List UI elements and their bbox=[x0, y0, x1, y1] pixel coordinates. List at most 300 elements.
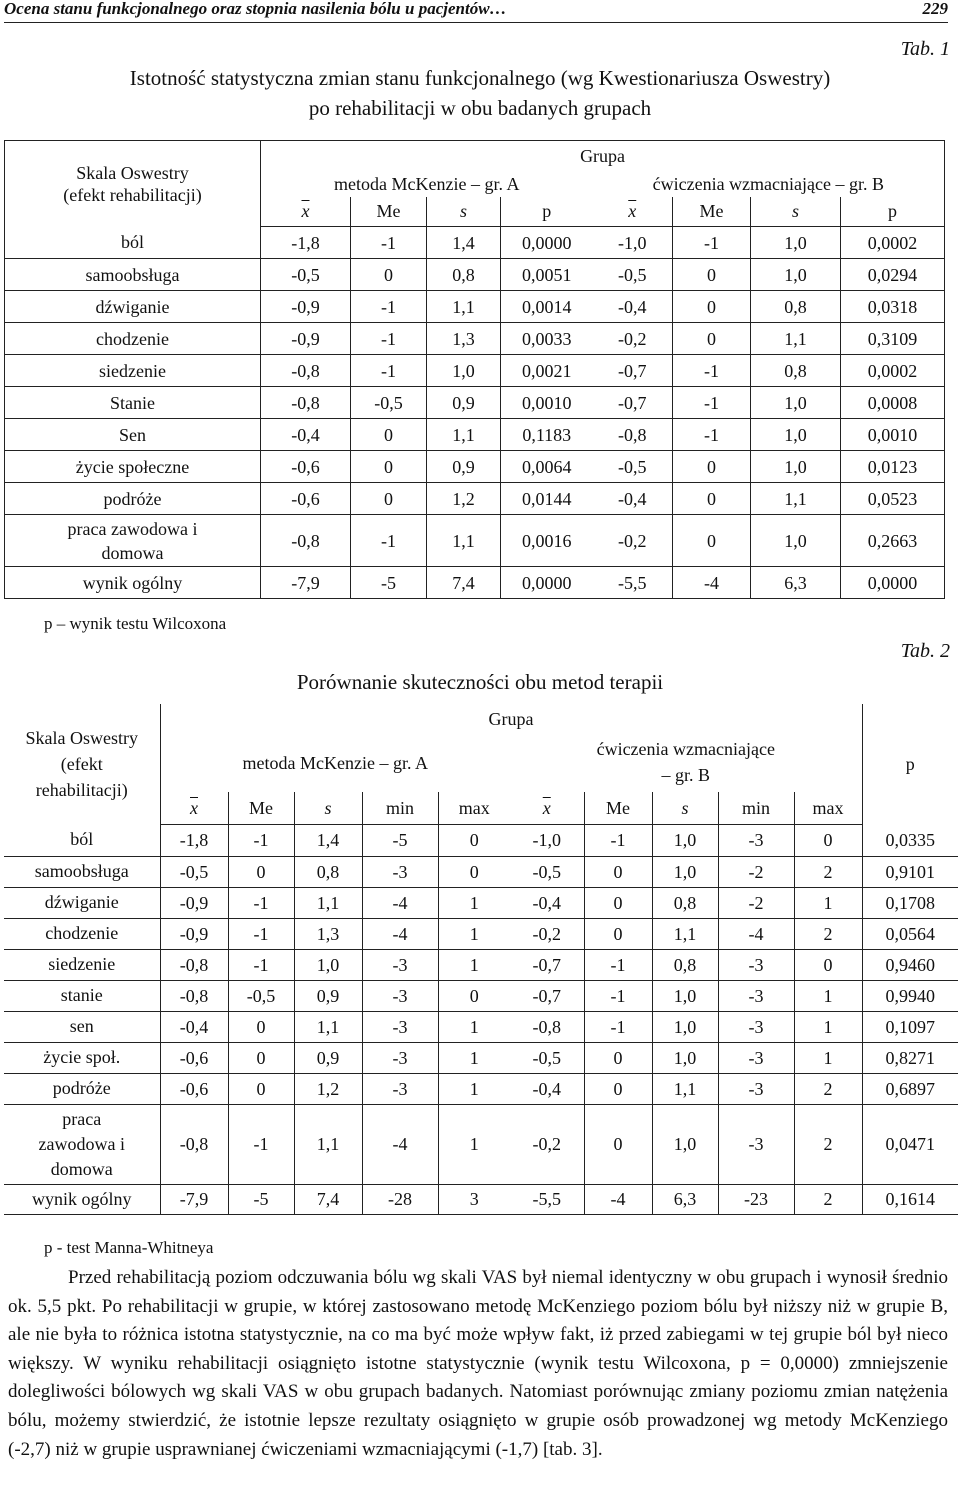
table1-cell: 0,9 bbox=[427, 451, 501, 483]
table2-col-header bbox=[510, 792, 584, 824]
table1-cell: 0,0021 bbox=[501, 355, 593, 387]
table1-row-label: chodzenie bbox=[5, 323, 261, 355]
table2-row-label: praca zawodowa i domowa bbox=[4, 1104, 160, 1184]
table1-cell: 0,0064 bbox=[501, 451, 593, 483]
table2-cell: -28 bbox=[362, 1184, 438, 1214]
table1-col-header bbox=[351, 197, 427, 227]
table2-cell: -0,2 bbox=[510, 918, 584, 949]
table2-cell: -3 bbox=[718, 949, 794, 980]
table2-cell: -3 bbox=[718, 1011, 794, 1042]
table2-row bbox=[4, 856, 958, 887]
table2-cell: 1,0 bbox=[652, 856, 718, 887]
table1-cell: -0,6 bbox=[261, 483, 351, 515]
table2-cell: 0,0564 bbox=[862, 918, 958, 949]
table2-col-header-text: max bbox=[812, 797, 844, 818]
table2-cell: 0 bbox=[438, 824, 510, 856]
table1-cell: -0,4 bbox=[261, 419, 351, 451]
table1-row bbox=[5, 387, 945, 419]
table2-cell: -1 bbox=[584, 949, 652, 980]
table2-cell: -4 bbox=[718, 918, 794, 949]
table1-cell: 1,0 bbox=[751, 515, 841, 567]
table2-cell: -1 bbox=[584, 824, 652, 856]
table2-col-header bbox=[794, 792, 862, 824]
table2-cell: 1 bbox=[794, 1011, 862, 1042]
table1-cell: 1,3 bbox=[427, 323, 501, 355]
table2-cell: -0,6 bbox=[160, 1073, 228, 1104]
table2-cell: 1 bbox=[438, 1011, 510, 1042]
table2-cell: 0 bbox=[584, 1042, 652, 1073]
table1-cell: -0,4 bbox=[593, 291, 673, 323]
table1-cell: 0,0002 bbox=[841, 355, 945, 387]
table2-cell: -1,8 bbox=[160, 824, 228, 856]
table2-cell: 1 bbox=[438, 918, 510, 949]
table2-title: Porównanie skuteczności obu metod terapii bbox=[296, 670, 664, 694]
table1-cell: 0,9 bbox=[427, 387, 501, 419]
table1-cell: -1 bbox=[673, 355, 751, 387]
table2-cell: -7,9 bbox=[160, 1184, 228, 1214]
table2-cell: -1 bbox=[228, 824, 294, 856]
table1-col-header-text: Me bbox=[376, 201, 401, 222]
table2-cell: -0,9 bbox=[160, 887, 228, 918]
table2-col-header-text: min bbox=[741, 797, 770, 818]
table2-col-header bbox=[718, 792, 794, 824]
table1-cell: -1 bbox=[351, 323, 427, 355]
table2-cell: -0,6 bbox=[160, 1042, 228, 1073]
table1-cell: 1,1 bbox=[427, 515, 501, 567]
table1-col-header bbox=[261, 197, 351, 227]
table1-cell: 0 bbox=[673, 515, 751, 567]
table2-cell: 2 bbox=[794, 918, 862, 949]
table1-cell: -0,9 bbox=[261, 323, 351, 355]
table2-col-header-text: Me bbox=[249, 797, 273, 818]
table2-cell: -1,0 bbox=[510, 824, 584, 856]
table2-cell: 1 bbox=[438, 1073, 510, 1104]
table1-cell: 6,3 bbox=[751, 567, 841, 599]
table1-row bbox=[5, 323, 945, 355]
table1-cell: 0,0008 bbox=[841, 387, 945, 419]
table2-cell: 1 bbox=[794, 980, 862, 1011]
table2-cell: -23 bbox=[718, 1184, 794, 1214]
table1-cell: -7,9 bbox=[261, 567, 351, 599]
table2-cell: 1 bbox=[438, 949, 510, 980]
table1-cell: 0,0123 bbox=[841, 451, 945, 483]
table2-col-header bbox=[438, 792, 510, 824]
table2-footnote-text: p - test Manna-Whitneya bbox=[44, 1238, 214, 1257]
table1-col-header-text: s bbox=[791, 201, 799, 222]
table2-cell: 1,0 bbox=[294, 949, 362, 980]
table2-cell: -0,5 bbox=[510, 856, 584, 887]
table2-cell: -4 bbox=[584, 1184, 652, 1214]
table1-cell: 1,1 bbox=[751, 323, 841, 355]
table2-cell: -0,7 bbox=[510, 949, 584, 980]
table1-cell: -0,2 bbox=[593, 323, 673, 355]
table1-cell: 0,0014 bbox=[501, 291, 593, 323]
table1-row-label: dźwiganie bbox=[5, 291, 261, 323]
table1-cell: 0,0144 bbox=[501, 483, 593, 515]
table1-cell: -0,8 bbox=[261, 515, 351, 567]
table2-cell: -3 bbox=[718, 1042, 794, 1073]
table1-col-header bbox=[501, 197, 593, 227]
table2-cell: 0,9101 bbox=[862, 856, 958, 887]
table1 bbox=[4, 140, 945, 599]
table2-cell: 0,9940 bbox=[862, 980, 958, 1011]
table2 bbox=[4, 704, 958, 1215]
table2-cell: -1 bbox=[228, 887, 294, 918]
table1-title-line1: Istotność statystyczna zmian stanu funkcjonalnego (wg Kwestionariusza Oswestry) bbox=[129, 66, 831, 90]
table1-cell: 0,0010 bbox=[841, 419, 945, 451]
table1-cell: -1 bbox=[351, 355, 427, 387]
table1-cell: -0,4 bbox=[593, 483, 673, 515]
table1-col-header-text: s bbox=[459, 201, 467, 222]
table2-cell: -5 bbox=[362, 824, 438, 856]
table1-group-a: metoda McKenzie – gr. A bbox=[261, 171, 593, 197]
table2-cell: 1,1 bbox=[294, 1011, 362, 1042]
table2-col-header-text: min bbox=[385, 797, 414, 818]
running-header bbox=[4, 0, 948, 23]
table2-col-header-text: $\overline{x}$ bbox=[542, 797, 551, 818]
table1-cell: 0,8 bbox=[751, 355, 841, 387]
body-paragraph-text: Przed rehabilitacją poziom odczuwania bólu wg skali VAS był niemal identyczny w obu grupach i wynosił średnio ok. 5,5 pkt. Po rehabilitacji w grupie, w której zastosowano metodę McKenziego poziom bólu był niższy niż w grupie B, ale nie była to różnica istotna statystycznie, na co ma być może wpływ fakt, iż przed zabiegami w tej grupie ból był nieco większy. W wyniku rehabilitacji osiągnięto istotne statystycznie (wynik testu Wilcoxona, p = 0,0000) zmniejszenie dolegliwości bólowych wg skali VAS w obu grupach badanych. Natomiast porównując zmiany poziomu zmian natężenia bólu, możemy stwierdzić, że istotnie lepsze rezultaty osiągnięto w grupie osób prowadzonej wg metody McKenziego (-2,7) niż w grupie usprawnianej ćwiczeniami wzmacniającymi (-1,7) [tab. 3]. bbox=[8, 1267, 948, 1460]
table1-cell: -0,7 bbox=[593, 355, 673, 387]
table2-row bbox=[4, 1011, 958, 1042]
table2-group-a: metoda McKenzie – gr. A bbox=[160, 734, 510, 792]
table2-cell: 0,1097 bbox=[862, 1011, 958, 1042]
table2-row-label: sen bbox=[4, 1011, 160, 1042]
table1-cell: 0,0294 bbox=[841, 259, 945, 291]
table2-cell: -0,5 bbox=[160, 856, 228, 887]
table2-cell: 0,9 bbox=[294, 980, 362, 1011]
table2-row-label: siedzenie bbox=[4, 949, 160, 980]
table1-cell: 0,0000 bbox=[841, 567, 945, 599]
table2-cell: -1 bbox=[584, 1011, 652, 1042]
table1-cell: 0,0523 bbox=[841, 483, 945, 515]
table2-row-label: samoobsługa bbox=[4, 856, 160, 887]
table1-cell: 0,0000 bbox=[501, 567, 593, 599]
table1-row-label: samoobsługa bbox=[5, 259, 261, 291]
table1-col-header bbox=[673, 197, 751, 227]
table2-cell: 0 bbox=[584, 856, 652, 887]
table2-cell: 0,8 bbox=[652, 949, 718, 980]
table1-cell: -0,8 bbox=[261, 355, 351, 387]
table2-cell: 1 bbox=[794, 1042, 862, 1073]
table2-cell: 1,4 bbox=[294, 824, 362, 856]
table2-cell: 1,1 bbox=[652, 1073, 718, 1104]
table1-cell: -1 bbox=[673, 419, 751, 451]
table2-cell: 0 bbox=[584, 918, 652, 949]
table2-cell: 0,8 bbox=[294, 856, 362, 887]
table2-cell: 0 bbox=[794, 949, 862, 980]
table2-row-label: ból bbox=[4, 824, 160, 856]
table2-cell: 0,9 bbox=[294, 1042, 362, 1073]
table2-col-header-text: $\overline{x}$ bbox=[190, 797, 198, 818]
table1-col-header bbox=[593, 197, 673, 227]
table1-row bbox=[5, 419, 945, 451]
table2-cell: -1 bbox=[228, 949, 294, 980]
table2-cell: -0,8 bbox=[160, 980, 228, 1011]
table1-cell: 7,4 bbox=[427, 567, 501, 599]
table1-cell: -0,5 bbox=[593, 451, 673, 483]
table2-cell: 1 bbox=[438, 1104, 510, 1184]
table2-col-header bbox=[228, 792, 294, 824]
table2-footnote bbox=[44, 1238, 213, 1258]
table2-row bbox=[4, 824, 958, 856]
table2-row bbox=[4, 918, 958, 949]
table1-col-header-text: p bbox=[888, 201, 898, 222]
table2-col-header-text: max bbox=[458, 797, 490, 818]
table1-cell: -1,8 bbox=[261, 227, 351, 259]
table1-col-header-text: Me bbox=[699, 201, 724, 222]
table2-cell: 1,0 bbox=[652, 1042, 718, 1073]
table2-col-header-text: s bbox=[324, 797, 332, 818]
table2-row-label: podróże bbox=[4, 1073, 160, 1104]
table1-cell: 1,0 bbox=[751, 419, 841, 451]
table1-row bbox=[5, 227, 945, 259]
table1-cell: -1 bbox=[351, 227, 427, 259]
table1-row-label: życie społeczne bbox=[5, 451, 261, 483]
table1-cell: 0 bbox=[351, 483, 427, 515]
table1-col-header-text: $\overline{x}$ bbox=[301, 201, 310, 222]
table2-cell: 2 bbox=[794, 856, 862, 887]
table2-cell: 0,0335 bbox=[862, 824, 958, 856]
table2-cell: 3 bbox=[438, 1184, 510, 1214]
table1-row-label: wynik ogólny bbox=[5, 567, 261, 599]
table2-cell: 0 bbox=[584, 1073, 652, 1104]
table1-cell: 0,8 bbox=[751, 291, 841, 323]
table1-cell: -0,8 bbox=[261, 387, 351, 419]
table1-scale-header: Skala Oswestry (efekt rehabilitacji) bbox=[5, 141, 261, 227]
table2-col-header-text: s bbox=[681, 797, 689, 818]
table2-group-header: Grupa bbox=[160, 704, 862, 734]
table2-cell: 0 bbox=[584, 1104, 652, 1184]
table2-cell: 0 bbox=[228, 1042, 294, 1073]
table2-cell: -4 bbox=[362, 887, 438, 918]
table1-col-header-text: p bbox=[542, 201, 552, 222]
table1-cell: 0,1183 bbox=[501, 419, 593, 451]
table2-cell: 0 bbox=[794, 824, 862, 856]
table2-cell: 2 bbox=[794, 1104, 862, 1184]
table1-row bbox=[5, 451, 945, 483]
table1-cell: 1,2 bbox=[427, 483, 501, 515]
table2-row bbox=[4, 1104, 958, 1184]
table1-cell: 0 bbox=[351, 419, 427, 451]
table1-cell: 1,0 bbox=[751, 451, 841, 483]
table2-p-header: p bbox=[862, 704, 958, 824]
table2-col-header bbox=[652, 792, 718, 824]
table2-cell: -4 bbox=[362, 1104, 438, 1184]
table1-cell: -1 bbox=[673, 227, 751, 259]
table2-scale-header: Skala Oswestry (efekt rehabilitacji) bbox=[4, 704, 160, 824]
table1-cell: 0,0016 bbox=[501, 515, 593, 567]
table1-cell: -0,2 bbox=[593, 515, 673, 567]
table2-row-label: stanie bbox=[4, 980, 160, 1011]
table1-cell: 0,2663 bbox=[841, 515, 945, 567]
table1-row bbox=[5, 515, 945, 567]
table2-cell: 1,2 bbox=[294, 1073, 362, 1104]
table2-cell: 1,1 bbox=[294, 887, 362, 918]
table1-cell: 0,0002 bbox=[841, 227, 945, 259]
table1-cell: 0,3109 bbox=[841, 323, 945, 355]
table1-row-label: ból bbox=[5, 227, 261, 259]
table1-cell: 0,0000 bbox=[501, 227, 593, 259]
table2-label: Tab. 2 bbox=[900, 640, 950, 662]
table1-row bbox=[5, 567, 945, 599]
table1-group-header: Grupa bbox=[261, 141, 945, 171]
table2-cell: -1 bbox=[228, 918, 294, 949]
table2-cell: -0,8 bbox=[160, 949, 228, 980]
table1-row-label: siedzenie bbox=[5, 355, 261, 387]
body-paragraph bbox=[8, 1264, 948, 1464]
table2-cell: 1 bbox=[794, 887, 862, 918]
table2-cell: -2 bbox=[718, 887, 794, 918]
table2-cell: 0,1614 bbox=[862, 1184, 958, 1214]
table1-col-header bbox=[841, 197, 945, 227]
table2-cell: -0,2 bbox=[510, 1104, 584, 1184]
table1-footnote bbox=[44, 614, 226, 634]
table2-cell: 0,8 bbox=[652, 887, 718, 918]
table2-row bbox=[4, 1184, 958, 1214]
table1-cell: -4 bbox=[673, 567, 751, 599]
table1-cell: 0,0033 bbox=[501, 323, 593, 355]
table1-cell: 0 bbox=[351, 259, 427, 291]
table1-cell: -1 bbox=[351, 515, 427, 567]
table1-cell: -0,8 bbox=[593, 419, 673, 451]
table2-cell: -0,8 bbox=[160, 1104, 228, 1184]
table2-cell: -3 bbox=[362, 856, 438, 887]
table2-cell: -3 bbox=[718, 980, 794, 1011]
table2-cell: -0,8 bbox=[510, 1011, 584, 1042]
table2-cell: 0 bbox=[228, 1011, 294, 1042]
table2-cell: -0,7 bbox=[510, 980, 584, 1011]
table1-cell: -0,5 bbox=[351, 387, 427, 419]
table2-row bbox=[4, 1042, 958, 1073]
table1-label: Tab. 1 bbox=[900, 38, 950, 60]
table2-cell: 0 bbox=[584, 887, 652, 918]
table1-cell: -1,0 bbox=[593, 227, 673, 259]
table2-row bbox=[4, 949, 958, 980]
table2-cell: -4 bbox=[362, 918, 438, 949]
table1-cell: -0,6 bbox=[261, 451, 351, 483]
table1-title-line2: po rehabilitacji w obu badanych grupach bbox=[308, 96, 652, 120]
running-title: Ocena stanu funkcjonalnego oraz stopnia nasilenia bólu u pacjentów… bbox=[4, 0, 507, 18]
table2-cell: -3 bbox=[362, 980, 438, 1011]
table2-col-header bbox=[362, 792, 438, 824]
table1-cell: 0 bbox=[351, 451, 427, 483]
table2-cell: -3 bbox=[362, 1011, 438, 1042]
table2-row-label: dźwiganie bbox=[4, 887, 160, 918]
page-number: 229 bbox=[922, 0, 948, 18]
table1-cell: 0 bbox=[673, 323, 751, 355]
table1-cell: 1,1 bbox=[427, 291, 501, 323]
table2-col-header bbox=[160, 792, 228, 824]
table2-cell: 2 bbox=[794, 1073, 862, 1104]
table1-footnote-text: p – wynik testu Wilcoxona bbox=[44, 614, 227, 633]
table1-cell: -5,5 bbox=[593, 567, 673, 599]
table2-cell: -0,4 bbox=[510, 887, 584, 918]
table2-cell: -2 bbox=[718, 856, 794, 887]
table1-cell: -0,5 bbox=[261, 259, 351, 291]
table1-cell: 1,0 bbox=[751, 387, 841, 419]
table2-cell: -1 bbox=[584, 980, 652, 1011]
table1-cell: 0 bbox=[673, 451, 751, 483]
table2-cell: 0 bbox=[228, 1073, 294, 1104]
table2-cell: 0,6897 bbox=[862, 1073, 958, 1104]
table2-cell: 1,3 bbox=[294, 918, 362, 949]
table1-col-header bbox=[751, 197, 841, 227]
table2-cell: 1,1 bbox=[652, 918, 718, 949]
table1-row bbox=[5, 483, 945, 515]
table2-col-header bbox=[294, 792, 362, 824]
table2-row bbox=[4, 980, 958, 1011]
table1-cell: 0,0318 bbox=[841, 291, 945, 323]
table2-cell: 2 bbox=[794, 1184, 862, 1214]
table1-col-header-text: $\overline{x}$ bbox=[628, 201, 637, 222]
table1-cell: 0,8 bbox=[427, 259, 501, 291]
table1-row bbox=[5, 291, 945, 323]
table2-cell: 6,3 bbox=[652, 1184, 718, 1214]
table1-cell: 1,0 bbox=[751, 227, 841, 259]
table1-group-b: ćwiczenia wzmacniające – gr. B bbox=[593, 171, 945, 197]
table2-cell: 1 bbox=[438, 1042, 510, 1073]
table2-cell: 0,1708 bbox=[862, 887, 958, 918]
table2-cell: -1 bbox=[228, 1104, 294, 1184]
table2-cell: 1,0 bbox=[652, 980, 718, 1011]
table2-cell: -0,5 bbox=[228, 980, 294, 1011]
table2-cell: 7,4 bbox=[294, 1184, 362, 1214]
table2-cell: 1,0 bbox=[652, 1011, 718, 1042]
table2-cell: 0 bbox=[438, 980, 510, 1011]
table2-row-label: chodzenie bbox=[4, 918, 160, 949]
table1-cell: 1,1 bbox=[751, 483, 841, 515]
table2-cell: -3 bbox=[718, 824, 794, 856]
table1-row-label: podróże bbox=[5, 483, 261, 515]
table2-cell: -3 bbox=[362, 1042, 438, 1073]
table2-cell: -3 bbox=[362, 949, 438, 980]
table2-row-label: wynik ogólny bbox=[4, 1184, 160, 1214]
table2-cell: -3 bbox=[362, 1073, 438, 1104]
table1-row bbox=[5, 355, 945, 387]
table1-cell: 0 bbox=[673, 259, 751, 291]
table2-row bbox=[4, 887, 958, 918]
table1-cell: -0,9 bbox=[261, 291, 351, 323]
table2-cell: 0 bbox=[438, 856, 510, 887]
table1-row-label: Sen bbox=[5, 419, 261, 451]
table1-cell: -0,5 bbox=[593, 259, 673, 291]
table2-cell: -3 bbox=[718, 1104, 794, 1184]
table2-cell: 1,1 bbox=[294, 1104, 362, 1184]
table1-cell: -1 bbox=[351, 291, 427, 323]
table2-cell: -3 bbox=[718, 1073, 794, 1104]
table1-cell: 0 bbox=[673, 483, 751, 515]
table2-col-header-text: Me bbox=[606, 797, 630, 818]
table1-cell: 0,0051 bbox=[501, 259, 593, 291]
table1-cell: 1,0 bbox=[427, 355, 501, 387]
table2-cell: -0,5 bbox=[510, 1042, 584, 1073]
table2-group-b: ćwiczenia wzmacniające – gr. B bbox=[510, 734, 862, 792]
table1-cell: 1,4 bbox=[427, 227, 501, 259]
table1-cell: 0,0010 bbox=[501, 387, 593, 419]
table2-cell: -5,5 bbox=[510, 1184, 584, 1214]
table2-cell: 0,0471 bbox=[862, 1104, 958, 1184]
table2-cell: 1,0 bbox=[652, 1104, 718, 1184]
table1-cell: -1 bbox=[673, 387, 751, 419]
table2-cell: -0,4 bbox=[160, 1011, 228, 1042]
table1-cell: 0 bbox=[673, 291, 751, 323]
table1-cell: 1,0 bbox=[751, 259, 841, 291]
table1-row bbox=[5, 259, 945, 291]
table2-cell: 0 bbox=[228, 856, 294, 887]
table2-cell: 0,8271 bbox=[862, 1042, 958, 1073]
table2-cell: 1 bbox=[438, 887, 510, 918]
